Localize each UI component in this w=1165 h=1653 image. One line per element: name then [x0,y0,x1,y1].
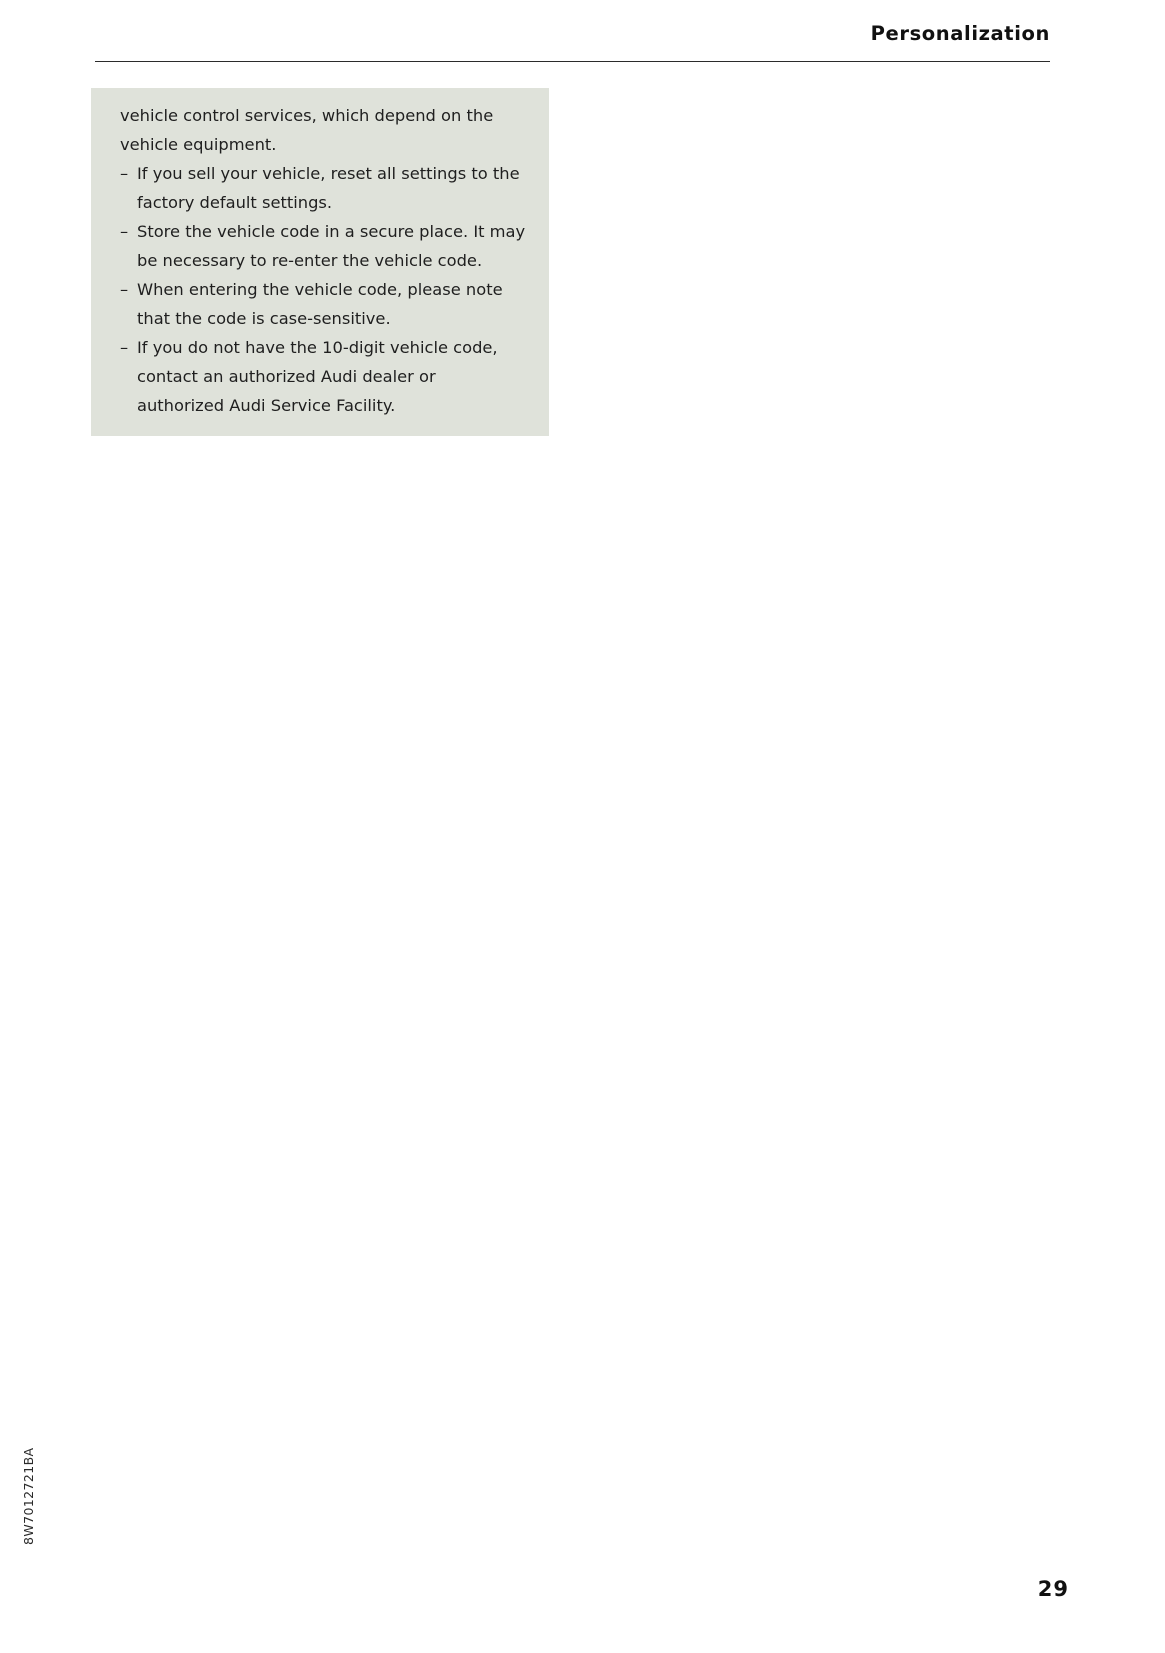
list-item [120,159,527,217]
list-item-text: When entering the vehicle code, please note that the code is case-sensitive. [137,280,503,328]
document-code: 8W7012721BA [21,1447,36,1545]
page-number: 29 [1037,1577,1069,1601]
list-dash: – [120,164,129,183]
list-dash: – [120,280,129,299]
note-continued-paragraph: vehicle control services, which depend on the vehicle equipment. [120,106,499,154]
list-dash: – [120,222,129,241]
list-item [120,217,527,275]
page-header [95,22,1050,45]
list-item-text: If you do not have the 10-digit vehicle code, contact an authorized Audi dealer or authorized Audi Service Facility. [137,338,498,415]
list-item [120,333,527,420]
list-item [120,275,527,333]
list-dash: – [120,338,129,357]
note-box [91,88,549,436]
header-divider [95,61,1050,62]
list-item-text: Store the vehicle code in a secure place. It may be necessary to re-enter the vehicle code. [137,222,526,270]
list-item-text: If you sell your vehicle, reset all settings to the factory default settings. [137,164,520,212]
page-title: Personalization [870,22,1050,45]
